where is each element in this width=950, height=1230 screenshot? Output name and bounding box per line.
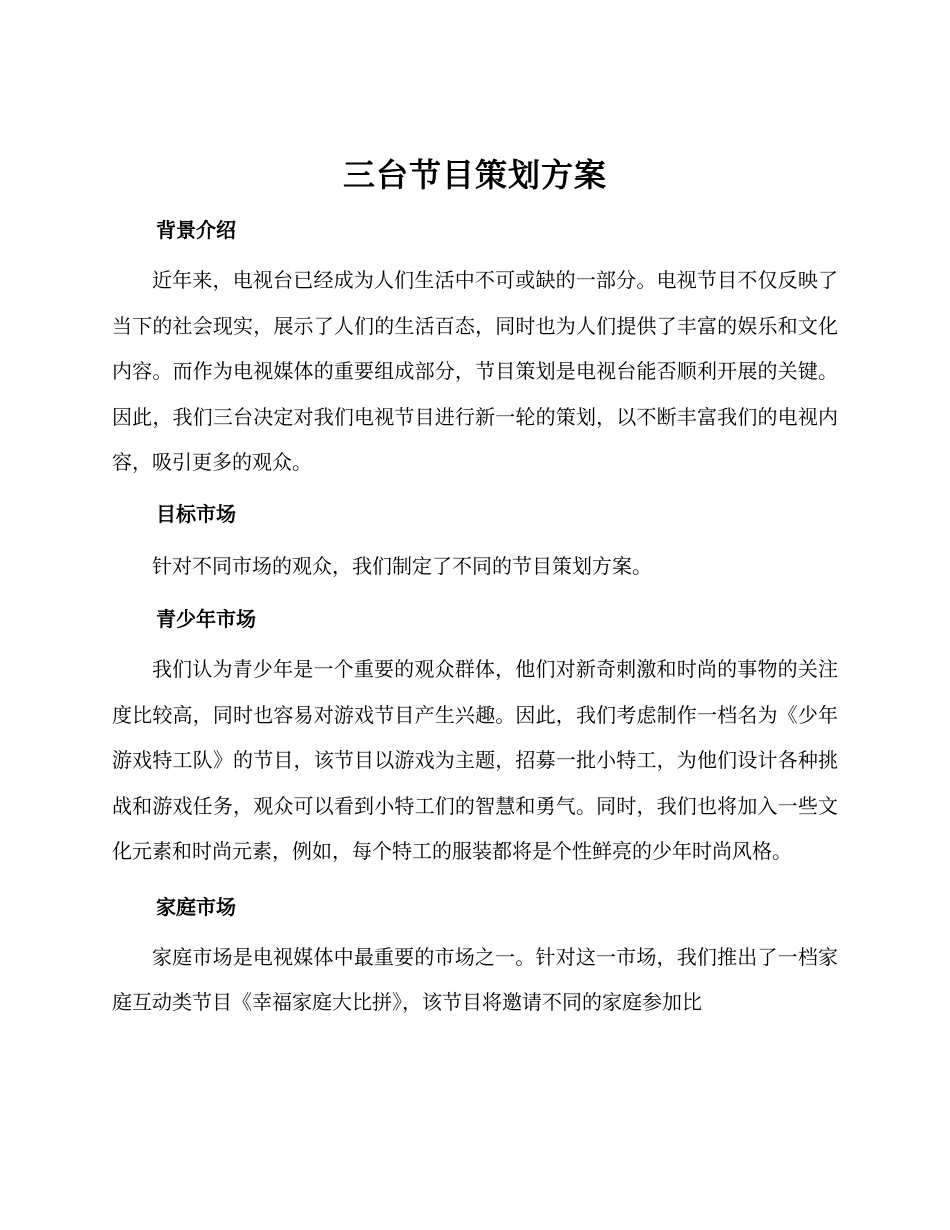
section-family-market <box>112 887 838 1026</box>
section-background <box>112 210 838 486</box>
section-heading: 目标市场 <box>156 501 236 526</box>
section-youth-market <box>112 599 838 875</box>
section-paragraph: 我们认为青少年是一个重要的观众群体，他们对新奇刺激和时尚的事物的关注度比较高，同时也容易对游戏节目产生兴趣。因此，我们考虑制作一档名为《少年游戏特工队》的节目，该节目以游戏为主题，招募一批小特工，为他们设计各种挑战和游戏任务，观众可以看到小特工们的智慧和勇气。同时，我们也将加入一些文化元素和时尚元素，例如，每个特工的服装都将是个性鲜亮的少年时尚风格。 <box>112 657 838 863</box>
section-target-market <box>112 494 838 590</box>
section-paragraph: 针对不同市场的观众，我们制定了不同的节目策划方案。 <box>152 553 652 578</box>
section-heading: 背景介绍 <box>156 218 236 242</box>
section-heading: 家庭市场 <box>156 894 236 919</box>
document-page <box>112 148 838 1034</box>
section-paragraph: 近年来，电视台已经成为人们生活中不可或缺的一部分。电视节目不仅反映了当下的社会现实，展示了人们的生活百态，同时也为人们提供了丰富的娱乐和文化内容。而作为电视媒体的重要组成部分，节目策划是电视台能否顺利开展的关键。因此，我们三台决定对我们电视节目进行新一轮的策划，以不断丰富我们的电视内容，吸引更多的观众。 <box>112 268 838 474</box>
document-title: 三台节目策划方案 <box>342 156 607 194</box>
section-paragraph: 家庭市场是电视媒体中最重要的市场之一。针对这一市场，我们推出了一档家庭互动类节目《幸福家庭大比拼》，该节目将邀请不同的家庭参加比 <box>112 944 838 1014</box>
section-heading: 青少年市场 <box>156 607 256 631</box>
